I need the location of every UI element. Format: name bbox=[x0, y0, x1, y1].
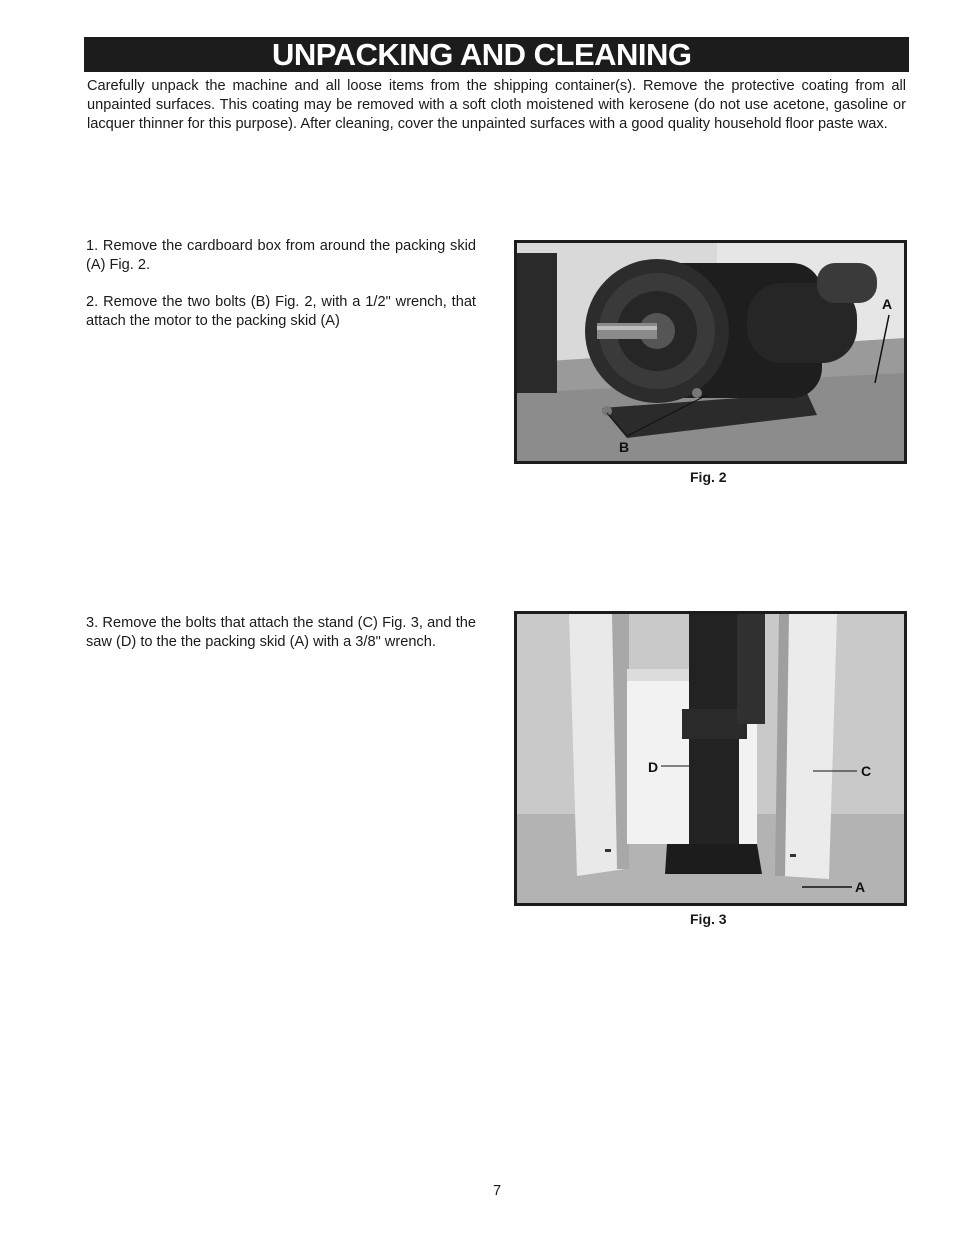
figure-2-illustration bbox=[517, 243, 904, 461]
callout-d: D bbox=[648, 759, 659, 775]
page-number: 7 bbox=[492, 1183, 502, 1199]
figure-3-photo bbox=[514, 611, 907, 906]
figure-3-caption: Fig. 3 bbox=[690, 911, 727, 927]
step-3-text: 3. Remove the bolts that attach the stand (C) Fig. 3, and the saw (D) to the the packing skid (A) with a 3/8" wrench. bbox=[86, 615, 476, 650]
figure-2-photo bbox=[514, 240, 907, 464]
figure-2-caption: Fig. 2 bbox=[690, 469, 727, 485]
section-header-bar bbox=[84, 37, 909, 72]
callout-a: A bbox=[882, 296, 893, 312]
callout-c: C bbox=[861, 763, 872, 779]
callout-a: A bbox=[855, 879, 866, 895]
intro-paragraph: Carefully unpack the machine and all loose items from the shipping container(s). Remove the protective coating from all unpainted surfaces. This coating may be removed with a soft cloth moistened with kerosene (do not use acetone, gasoline or lacquer thinner for this purpose). After cleaning, cover the unpainted surfaces with a good quality household floor paste wax. bbox=[87, 78, 906, 132]
step-1-text: 1. Remove the cardboard box from around the packing skid (A) Fig. 2. bbox=[86, 238, 476, 273]
figure-3-illustration bbox=[517, 614, 904, 903]
callout-b: B bbox=[619, 439, 630, 455]
step-2-text: 2. Remove the two bolts (B) Fig. 2, with a 1/2" wrench, that attach the motor to the packing skid (A) bbox=[86, 294, 476, 329]
section-title: UNPACKING AND CLEANING bbox=[272, 37, 692, 72]
